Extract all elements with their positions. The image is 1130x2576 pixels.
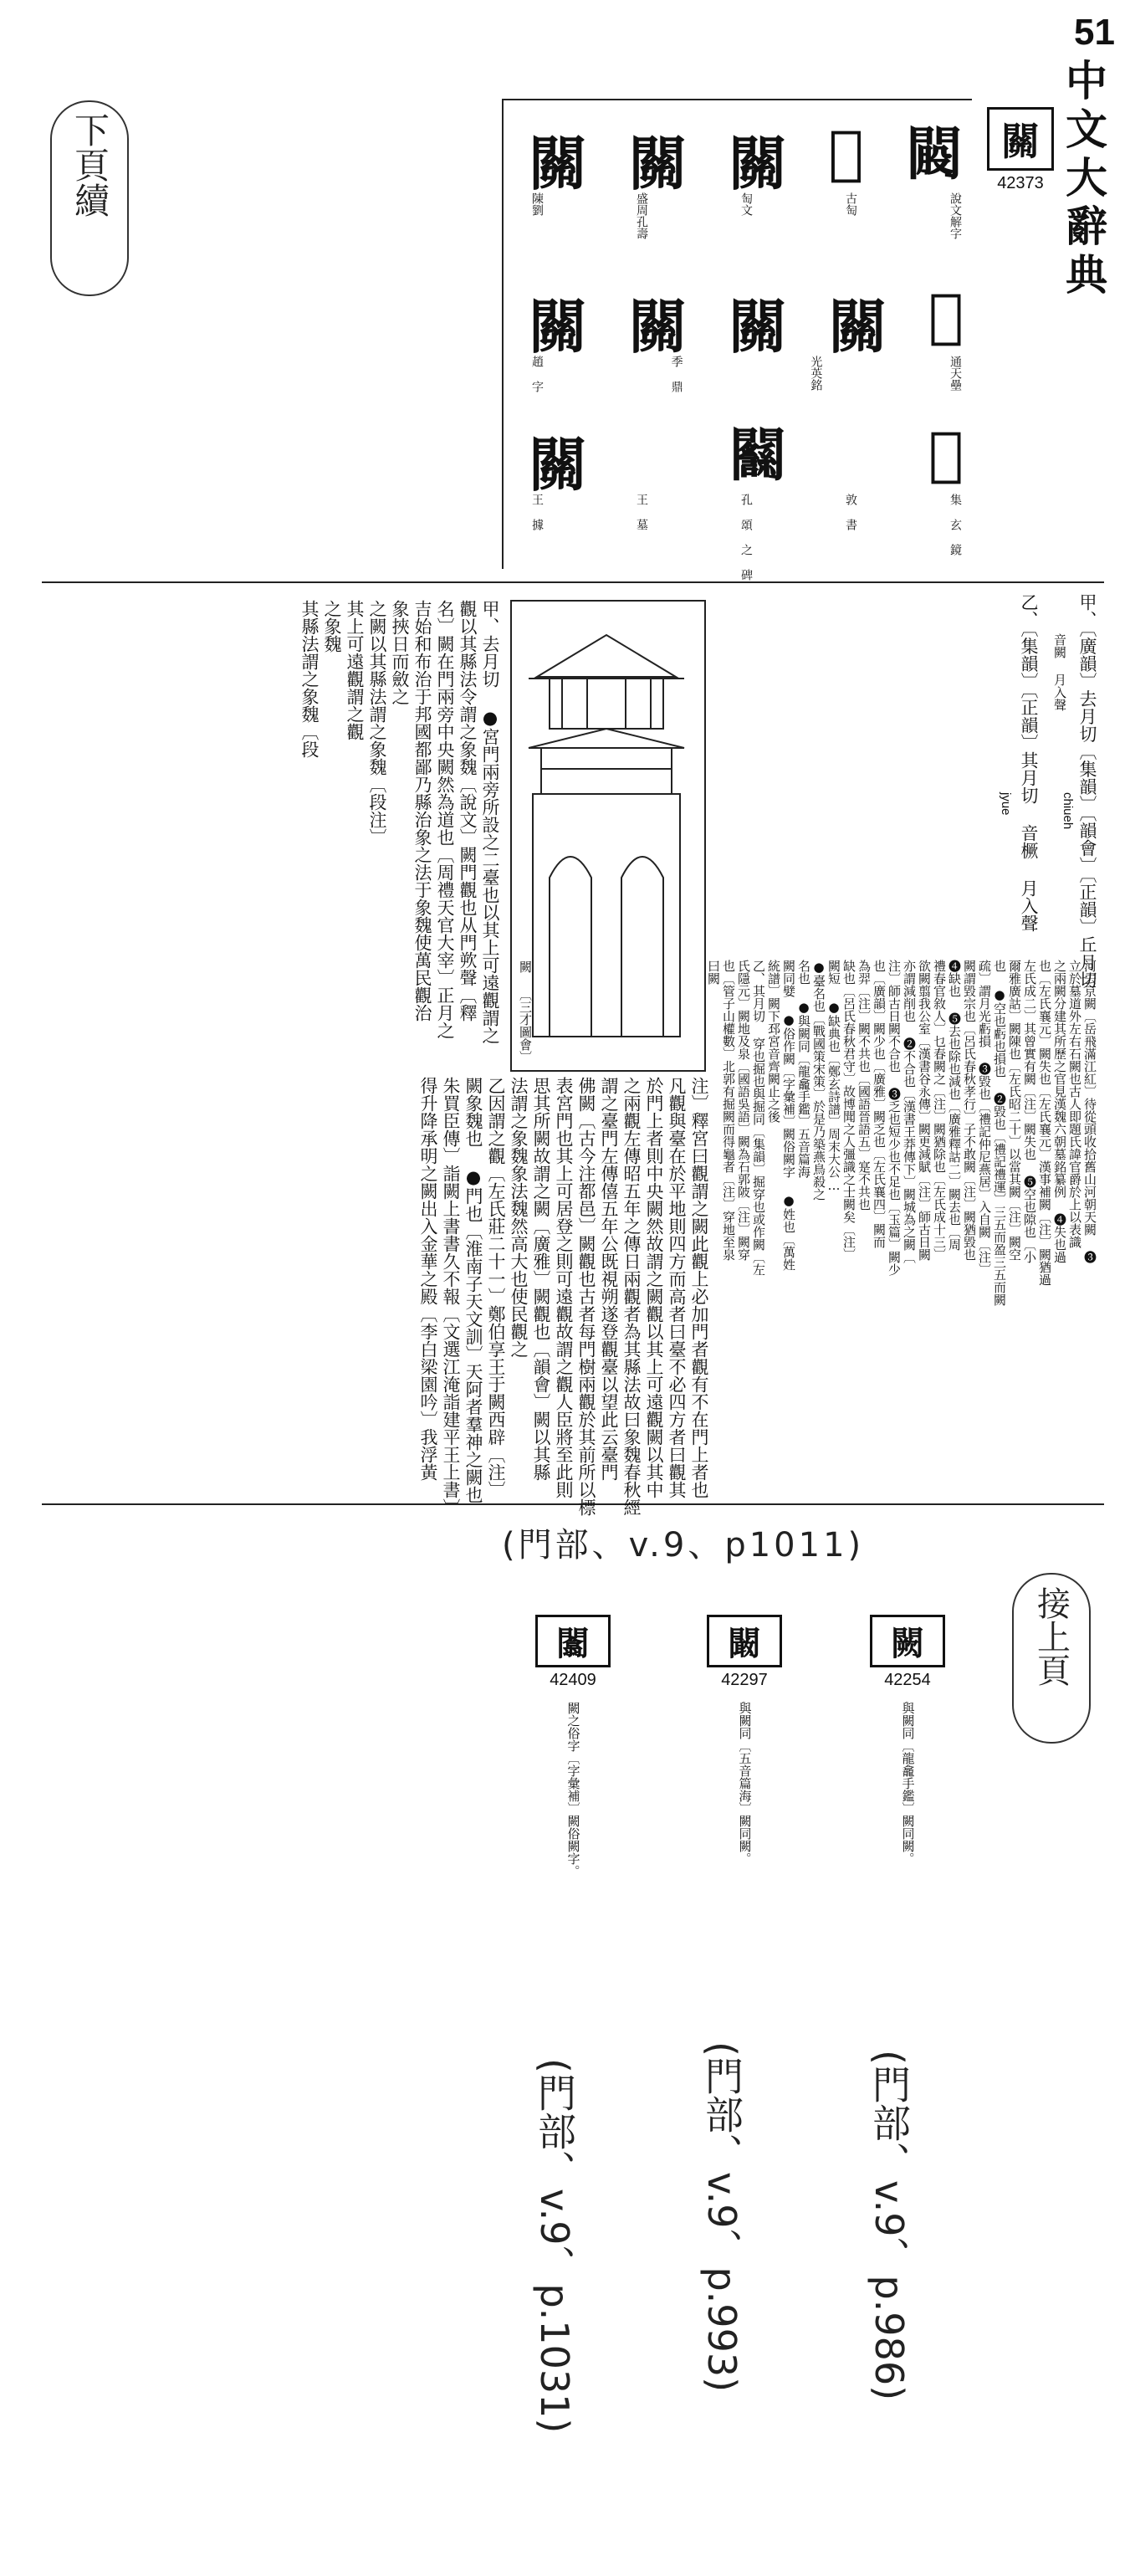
body-col: 甲、去月切 ●宮門兩旁所設之二臺也以其上可遠觀謂之	[480, 600, 500, 1044]
glyph-row-3	[529, 418, 964, 503]
body-col: 於門上者則中央闕然故謂之闕觀以其上可遠觀闕以其中	[644, 1077, 664, 1498]
body-col: 乙因謂之觀〔左氏莊二十一〕鄭伯享王于闕西辟〔注〕	[486, 1077, 506, 1498]
figure-panel	[510, 600, 706, 1072]
body-col: 謂之臺門左傳僖五年公既視朔遂登觀臺以望此云臺門	[599, 1077, 619, 1481]
body-col: 名〕闕在門兩旁中央闕然為道也〔周禮天官大宰〕正月之	[435, 600, 455, 1039]
body-col: 之象魏	[322, 600, 342, 653]
body-columns-left	[47, 600, 499, 1068]
body-col: 其上可遠觀謂之觀	[345, 600, 365, 740]
glyph: 關	[529, 430, 587, 499]
sub-entry-2: 闞 42297 與闕同〔五音篇海〕闕同闕。	[707, 1615, 782, 1865]
main-text-block	[42, 581, 1104, 1516]
glyph: 關	[628, 129, 688, 198]
glyph: 𨵐	[904, 120, 964, 189]
body-col: 注〕釋宮曰觀謂之闕此觀上必加門者觀有不在門上者也	[689, 1077, 709, 1498]
glyph-captions-2: 通天壘 光英銘 季 鼎 趙 字	[530, 356, 962, 392]
glyph-captions-3: 集 玄 鏡 敦 書 孔 頌 之 碑 王 墓 王 據	[530, 494, 962, 581]
reading-pron-2: jyue	[999, 792, 1013, 816]
sub-entry-1: 闟 42409 闕之俗字〔字彙補〕闕俗闕字。	[535, 1615, 611, 1877]
reading-col-2: 音闕 月入聲	[1052, 633, 1067, 711]
body-col: 之兩觀左傳昭五年之傳日兩觀者為其縣法故曰象魏春秋經	[621, 1077, 642, 1516]
glyph-row-1	[529, 117, 964, 202]
glyph: 𨷸	[728, 421, 787, 490]
glyph: 𨶗	[828, 117, 864, 187]
body-col: 佛闕〔古今注都邑〕闕觀也古者每門樹兩觀於其前所以標	[576, 1077, 596, 1516]
stamp-right: 接上頁	[1012, 1573, 1091, 1744]
reading-pron-1: chiueh	[1061, 792, 1075, 830]
dictionary-title: 中文大辭典	[1059, 59, 1108, 301]
body-col: 得升降承明之闕出入金華之殿〔李白梁園吟〕我浮黃	[418, 1077, 438, 1481]
sub-entry-3: 闕 42254 與闕同〔龍龕手鑑〕闕同闕。	[870, 1615, 945, 1865]
glyph-captions-1: 說文解字 古匋 匋文 盛周孔壽 陳劉	[530, 192, 962, 239]
glyph-panel	[502, 99, 972, 581]
body-col: 思其所闕故謂之闕〔廣雅〕闕觀也〔韻會〕闕以其縣	[531, 1077, 551, 1481]
body-col: 吉始和布治于邦國都鄙乃縣治象之法于象魏使萬民觀治	[412, 600, 432, 1022]
figure-caption: 闕 〔三才圖會〕	[518, 960, 533, 1063]
body-col: 象挾日而斂之	[390, 600, 410, 705]
handwritten-note-c: (門部、v.9、p.986)	[867, 2050, 912, 2401]
gate-tower-illustration	[512, 602, 701, 1037]
body-columns-lower-left	[47, 1077, 709, 1516]
body-col: 闕象魏也 ●門也〔淮南子天文訓〕天阿者羣神之闕也	[463, 1077, 483, 1503]
glyph: 關	[828, 292, 887, 361]
body-col: 法謂之象魏象法魏然高大也使民觀之	[509, 1077, 529, 1358]
body-columns-right: 河去京闕〔岳飛滿江紅〕待從頭收拾舊山河朝天闕 ❸ 立於墓道外左右石闕也古人即題氏諱官爵於上以表識 之兩闕分建其所歷之官見漢魏六朝墓銘纂例 ❹失也過 也〔左氏襄元〕闕失也〔左氏襄元〕漢事補闕〔注〕闕猶過 左氏成二〕其曾實有闕〔注〕闕失也 ❺空也隙也〔小 爾雅廣詁〕闕陳也〔左氏昭二十〕以當其闕〔注〕闕空 也 ●空也虧也損也 ❷毀也〔禮記禮運〕三五而盈三五而闕 疏〕謂月光虧損 ❸毀也〔禮記仲尼燕居〕入自闕〔注〕 闕謂毀宗也〔呂氏春秋孝行〕子不敢闕〔注〕闕猶毀也 ❹缺也 ❺去也除也減也〔廣雅釋詁二〕闕去也〔周 禮春官敘人〕乜春闕之〔注〕闕猶除也〔左氏成十三〕 欲闕翦我公室〔漢書谷永傳〕闕更減賦〔注〕師古日闕 亦謂減削也 ❷不合也〔漢書王莽傳下〕闕城為之闕〔 注〕師古日闕不合也 ❸乏也短少也不足也〔玉篇〕闕少 也〔廣韻〕闕少也〔廣雅〕闕乏也〔左氏襄四〕闕而 為羿〔注〕闕不共也〔國語晉語五〕寔不共也 缺也〔呂氏春秋君守〕故博聞之人彊識之士闕矣〔注〕 闕短 ●缺典也〔鄭玄詩譜〕周末大公… ●臺名也〔戰國策宋策〕於是乃築燕鳥殺之 名也 ●與闕同〔龍龕手鑑〕五音篇海 闕同嬖 ●俗作闕〔字彙補〕闕俗闕字 ●姓也〔萬姓 統譜〕闕下邳宮音齊闕止之後 乙、其月切 穿也掘也與掘同〔集韻〕掘穿也或作闕〔左 氏隱元〕闕地及泉〔國語吳語〕闕為石郭陂〔注〕闕穿 也〔管子山權數〕北郭有掘闕而得龜者〔注〕穿地至泉 曰闕	[706, 960, 1097, 1306]
main-entry-id: 42373	[997, 174, 1044, 192]
reading-col-3: 乙、〔集韻〕〔正韻〕其月切 音橛 月入聲	[1019, 593, 1039, 932]
handwritten-note-a: (門部、v.9、p.1031)	[532, 2058, 577, 2434]
body-col: 表宮門也其上可居登之則可遠觀故謂之觀人臣將至此則	[554, 1077, 574, 1498]
glyph: 𨷋	[928, 418, 964, 488]
glyph-row-2	[529, 280, 964, 365]
glyph: 關	[529, 292, 587, 361]
stamp-top-left: 下頁續	[50, 100, 129, 296]
reading-col-1: 甲、〔廣韻〕去月切〔集韻〕〔韻會〕〔正韻〕丘月切	[1077, 593, 1097, 989]
body-col: 凡觀與臺在於平地則四方而高者曰臺不必四方者曰觀其	[667, 1077, 687, 1498]
body-col: 觀以其縣法令謂之象魏〔說文〕闕門觀也从門欮聲〔釋	[458, 600, 478, 1022]
main-entry-head	[987, 107, 1054, 193]
glyph: 𨶗	[928, 280, 964, 350]
body-col: 其縣法謂之象魏〔段	[299, 600, 320, 758]
glyph: 關	[628, 292, 688, 361]
body-col: 朱買臣傳〕詣闕上書書久不報〔文選江淹詣建平王上書〕	[441, 1077, 461, 1516]
body-col: 之闕以其縣法謂之象魏〔段注〕	[367, 600, 387, 846]
glyph: 關	[728, 292, 787, 361]
main-entry-char: 關	[987, 107, 1054, 171]
glyph: 關	[529, 129, 587, 198]
page-number: 51	[1074, 12, 1115, 53]
handwritten-note-b: (門部、v.9、p.993)	[699, 2041, 744, 2393]
glyph: 關	[728, 129, 787, 198]
handwritten-note-main: (門部、v.9、p1011)	[502, 1526, 865, 1565]
